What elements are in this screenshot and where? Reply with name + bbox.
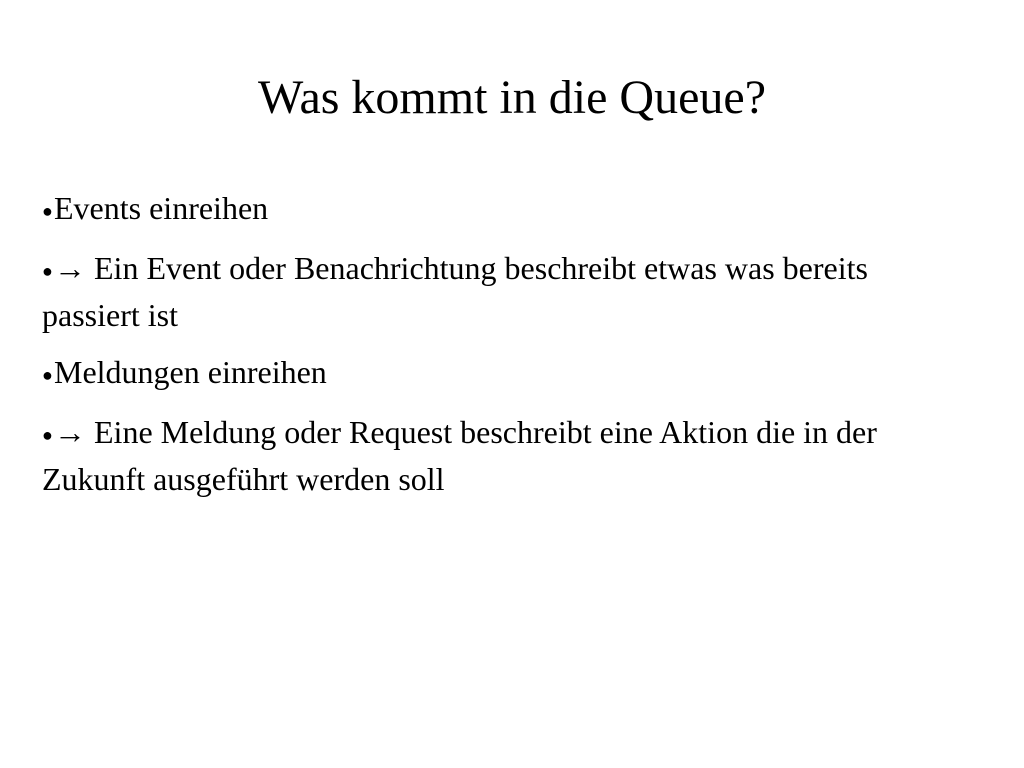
bullet-text: Events einreihen: [54, 190, 269, 226]
bullet-list: [42, 186, 972, 514]
bullet-dot-icon: ●: [42, 201, 53, 221]
bullet-text: → Eine Meldung oder Request beschreibt eine Aktion die in der Zukunft ausgeführt werden soll: [42, 414, 877, 497]
slide-title: Was kommt in die Queue?: [257, 71, 766, 124]
bullet-dot-icon: ●: [42, 425, 53, 445]
bullet-text: Meldungen einreihen: [54, 354, 327, 390]
bullet-dot-icon: ●: [42, 365, 53, 385]
bullet-item: [42, 350, 972, 397]
bullet-dot-icon: ●: [42, 261, 53, 281]
bullet-item: [42, 410, 972, 501]
bullet-text: → Ein Event oder Benachrichtung beschreibt etwas was bereits passiert ist: [42, 250, 868, 333]
bullet-item: [42, 246, 972, 337]
bullet-item: [42, 186, 972, 233]
